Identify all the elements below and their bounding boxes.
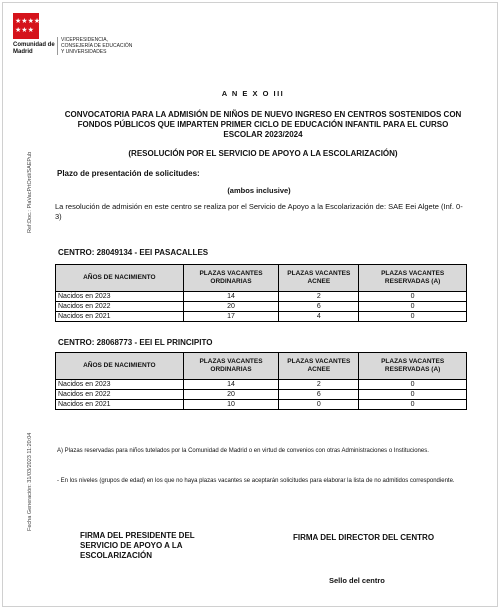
cell-acnee: 2	[279, 292, 359, 302]
cell-year: Nacidos en 2021	[56, 312, 184, 322]
cell-ordinarias: 20	[183, 302, 279, 312]
cell-ordinarias: 10	[183, 400, 279, 410]
document-page	[2, 2, 498, 607]
cell-acnee: 4	[279, 312, 359, 322]
center-2-table	[55, 352, 467, 410]
cell-year: Nacidos en 2022	[56, 302, 184, 312]
center-1-label: CENTRO: 28049134 - EEI PASACALLES	[58, 248, 209, 257]
signature-director: FIRMA DEL DIRECTOR DEL CENTRO	[293, 533, 435, 542]
cell-reservadas: 0	[359, 400, 467, 410]
cell-acnee: 2	[279, 380, 359, 390]
cell-ordinarias: 17	[183, 312, 279, 322]
col-header-years: AÑOS DE NACIMIENTO	[56, 265, 184, 292]
madrid-flag-stars-icon: ★ ★ ★ ★ ★ ★ ★	[13, 13, 39, 39]
resolution-title: (RESOLUCIÓN POR EL SERVICIO DE APOYO A LA ESCOLARIZACIÓN)	[128, 149, 398, 158]
col-header-ordinarias: PLAZAS VACANTES ORDINARIAS	[183, 353, 279, 380]
footnote-no-vacancies: - En los niveles (grupos de edad) en los que no haya plazas vacantes se aceptarán solicitudes para elaborar la lista de no admitidos correspondiente.	[57, 478, 455, 484]
cell-year: Nacidos en 2022	[56, 390, 184, 400]
table-row	[56, 390, 467, 400]
cell-year: Nacidos en 2023	[56, 380, 184, 390]
side-reference: Ref:Doc.: PlaVacPrtOrdi/SAEPub	[27, 151, 33, 233]
table-header-row	[56, 265, 467, 292]
annex-title: A N E X O III	[221, 89, 285, 98]
cell-acnee: 0	[279, 400, 359, 410]
cell-acnee: 6	[279, 390, 359, 400]
table-row	[56, 312, 467, 322]
cell-year: Nacidos en 2023	[56, 292, 184, 302]
table-row	[56, 400, 467, 410]
col-header-reservadas: PLAZAS VACANTES RESERVADAS (A)	[359, 265, 467, 292]
cell-reservadas: 0	[359, 312, 467, 322]
ambos-inclusive: (ambos inclusive)	[227, 186, 291, 195]
cell-reservadas: 0	[359, 390, 467, 400]
department-name: VICEPRESIDENCIA, CONSEJERÍA DE EDUCACIÓN Y UNIVERSIDADES	[57, 37, 137, 55]
cell-reservadas: 0	[359, 302, 467, 312]
cell-reservadas: 0	[359, 292, 467, 302]
org-name: Comunidad de Madrid	[13, 42, 55, 55]
table-row	[56, 302, 467, 312]
cell-acnee: 6	[279, 302, 359, 312]
cell-year: Nacidos en 2021	[56, 400, 184, 410]
center-1-table	[55, 264, 467, 322]
col-header-ordinarias: PLAZAS VACANTES ORDINARIAS	[183, 265, 279, 292]
side-generation-date: Fecha Generación: 31/03/2023 11:20:04	[27, 432, 33, 531]
footnote-reserved: A) Plazas reservadas para niños tutelados por la Comunidad de Madrid o en virtud de convenios con otras Administraciones o Instituciones.	[57, 448, 429, 454]
plazo-label: Plazo de presentación de solicitudes:	[57, 169, 200, 178]
col-header-years: AÑOS DE NACIMIENTO	[56, 353, 184, 380]
center-stamp-label: Sello del centro	[329, 576, 385, 585]
cell-ordinarias: 20	[183, 390, 279, 400]
signature-president: FIRMA DEL PRESIDENTE DEL SERVICIO DE APOYO A LA ESCOLARIZACIÓN	[80, 531, 195, 560]
cell-reservadas: 0	[359, 380, 467, 390]
center-2-label: CENTRO: 28068773 - EEI EL PRINCIPITO	[58, 338, 213, 347]
resolution-text: La resolución de admisión en este centro se realiza por el Servicio de Apoyo a la Escolarización de: SAE Eei Algete (Inf. 0-3)	[55, 202, 463, 221]
col-header-reservadas: PLAZAS VACANTES RESERVADAS (A)	[359, 353, 467, 380]
col-header-acnee: PLAZAS VACANTES ACNEE	[279, 265, 359, 292]
table-row	[56, 292, 467, 302]
convocatoria-title: CONVOCATORIA PARA LA ADMISIÓN DE NIÑOS DE NUEVO INGRESO EN CENTROS SOSTENIDOS CON FONDOS PÚBLICOS QUE IMPARTEN PRIMER CICLO DE EDUCACIÓN INFANTIL PARA EL CURSO ESCOLAR 2023/2024	[64, 110, 462, 139]
table-header-row	[56, 353, 467, 380]
table-row	[56, 380, 467, 390]
cell-ordinarias: 14	[183, 292, 279, 302]
col-header-acnee: PLAZAS VACANTES ACNEE	[279, 353, 359, 380]
cell-ordinarias: 14	[183, 380, 279, 390]
